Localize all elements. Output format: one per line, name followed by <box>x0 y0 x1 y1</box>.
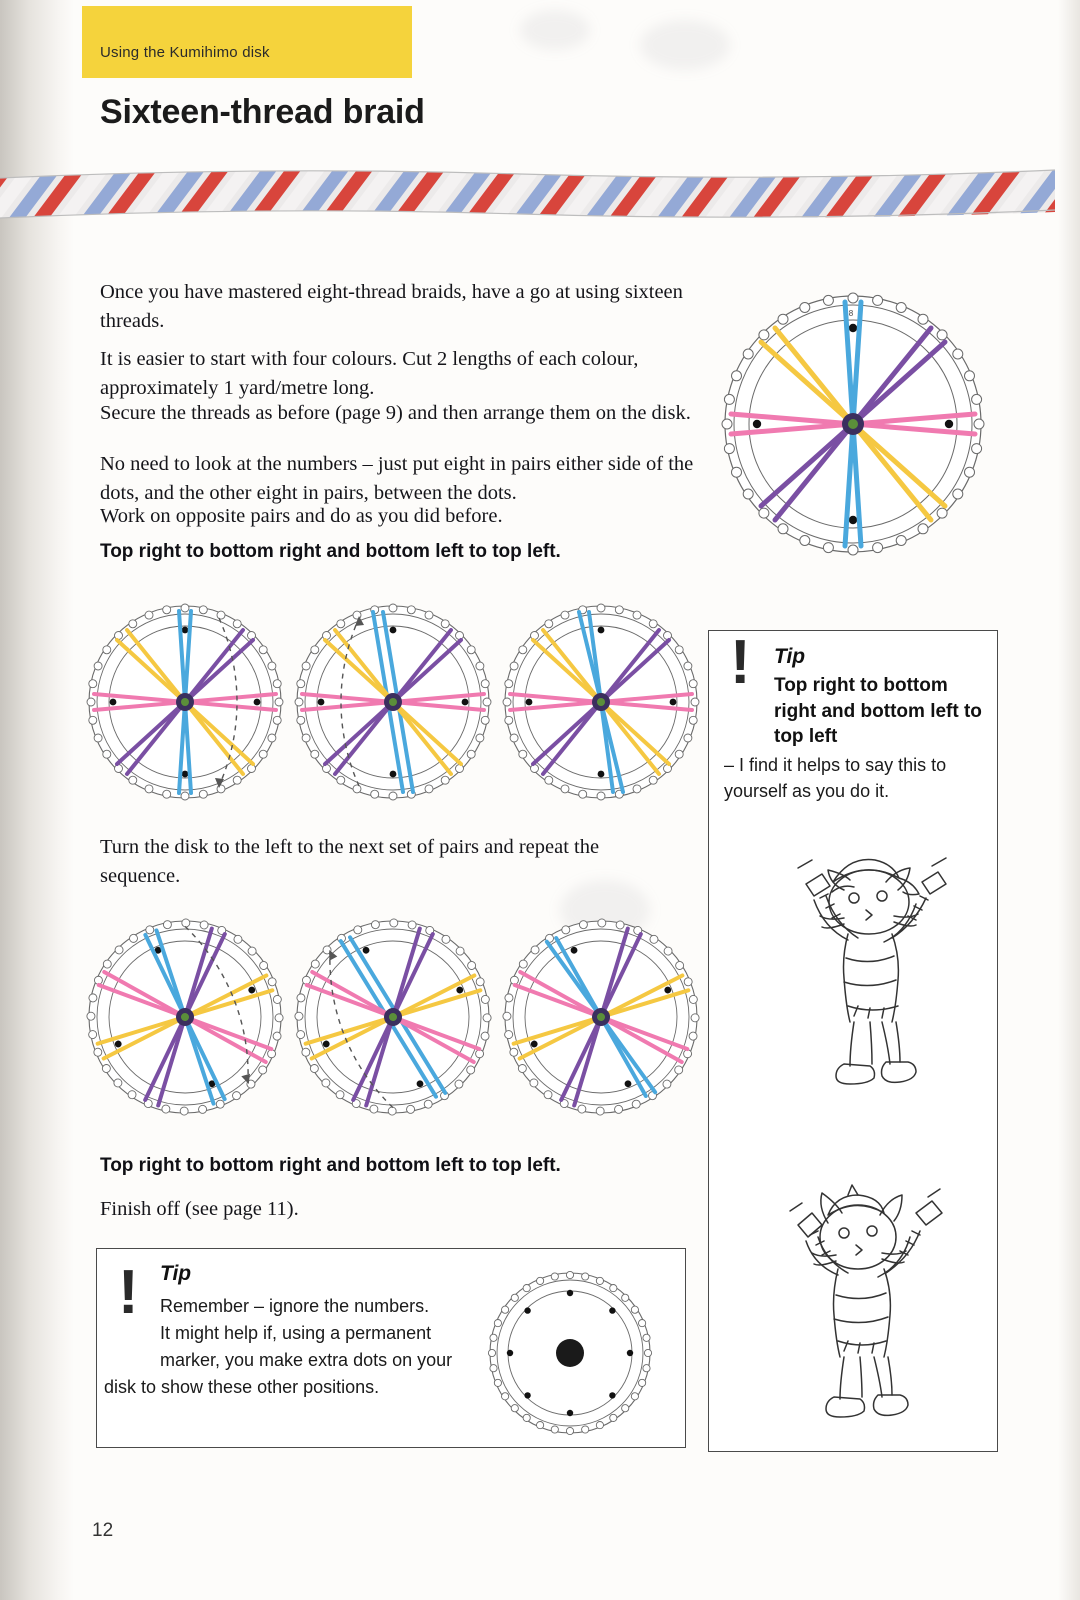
tip-right-heading: Top right to bottom right and bottom left to top left <box>774 675 982 748</box>
disk-diagram-step6 <box>496 915 706 1120</box>
tip-right-body: – I find it helps to say this to yourself as you do it. <box>724 755 947 802</box>
disk-diagram-step5 <box>288 915 498 1120</box>
paper-smudge <box>520 10 590 50</box>
tip-bottom-line4: disk to show these other positions. <box>104 1377 380 1397</box>
paper-smudge <box>640 20 730 70</box>
braid-cord-illustration <box>0 160 1055 222</box>
tip-bottom-line3: marker, you make extra dots on your <box>160 1350 453 1370</box>
disk-diagram-step2 <box>288 600 498 805</box>
instruction-bold-1: Top right to bottom right and bottom left to top left. <box>100 541 561 562</box>
tip-bottom-line2: It might help if, using a permanent <box>160 1323 432 1343</box>
running-head-tab <box>82 6 412 78</box>
disk-diagram-blank <box>480 1268 660 1438</box>
paragraph-numbers: No need to look at the numbers – just put eight in pairs either side of the dots, and the other eight in pairs, between the dots. <box>100 453 694 505</box>
exclamation-icon: ! <box>118 1258 139 1327</box>
disk-diagram-main <box>718 282 988 567</box>
tip-bottom-label: Tip <box>160 1262 192 1285</box>
disk-diagram-step3 <box>496 600 706 805</box>
page-edge <box>1058 0 1080 1600</box>
running-head-label: Using the Kumihimo disk <box>100 44 270 61</box>
page-title: Sixteen-thread braid <box>100 93 425 131</box>
tip-right-label: Tip <box>774 645 806 668</box>
paragraph-opposite-pairs: Work on opposite pairs and do as you did before. <box>100 505 503 527</box>
paragraph-colours: It is easier to start with four colours. Cut 2 lengths of each colour, approximately 1 yard/metre long. <box>100 348 639 400</box>
disk-diagram-step1 <box>80 600 290 805</box>
paragraph-turn-disk: Turn the disk to the left to the next set of pairs and repeat the sequence. <box>100 836 600 888</box>
book-binding-shadow <box>0 0 74 1600</box>
disk-diagram-step4 <box>80 915 290 1120</box>
exclamation-icon: ! <box>730 628 751 697</box>
svg-text:8: 8 <box>848 309 854 318</box>
tip-bottom-line1: Remember – ignore the numbers. <box>160 1296 430 1316</box>
paragraph-intro: Once you have mastered eight-thread braids, have a go at using sixteen threads. <box>100 281 683 333</box>
instruction-bold-2: Top right to bottom right and bottom left to top left. <box>100 1155 561 1176</box>
paragraph-finish: Finish off (see page 11). <box>100 1198 299 1220</box>
paragraph-secure: Secure the threads as before (page 9) and then arrange them on the disk. <box>100 402 691 424</box>
page-number: 12 <box>92 1520 114 1541</box>
cat-character-illustration-top <box>736 830 968 1100</box>
cat-character-illustration-bottom <box>740 1165 966 1427</box>
